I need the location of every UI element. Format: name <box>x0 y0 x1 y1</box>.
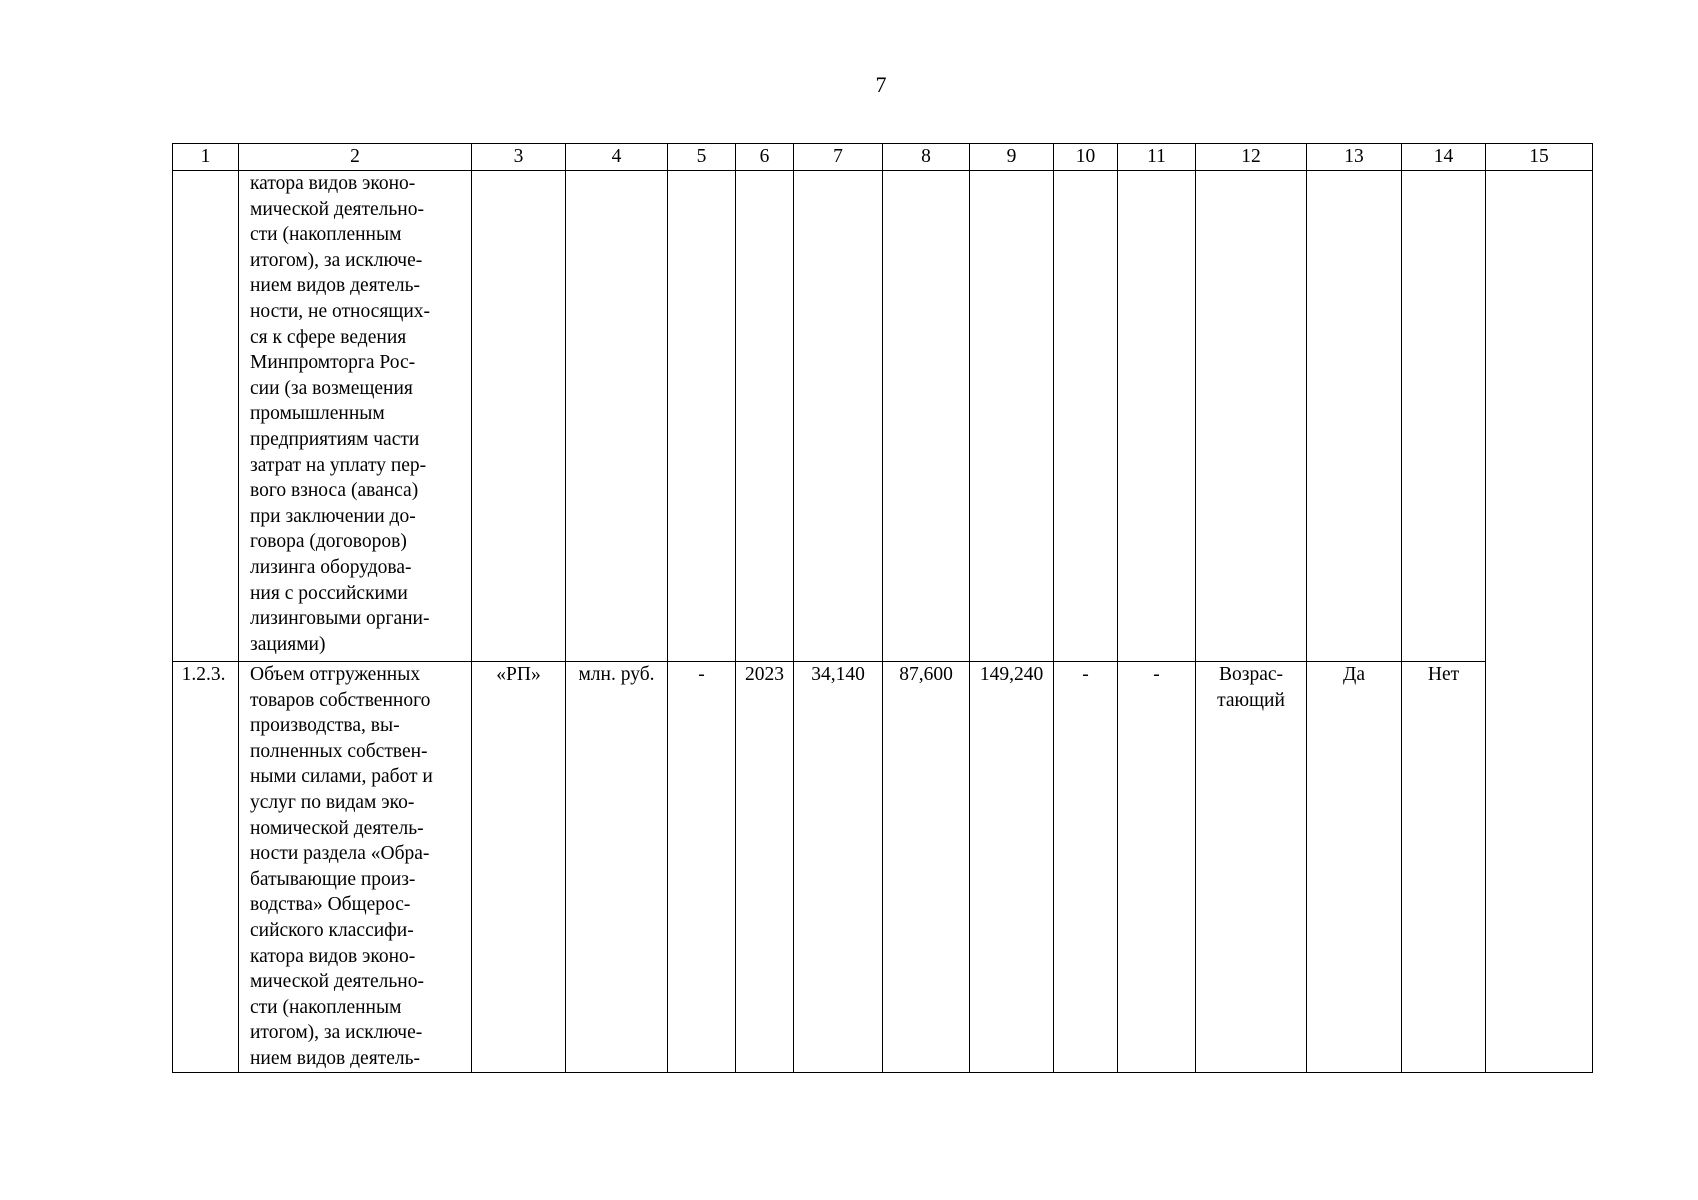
row2-year: 2023 <box>736 662 794 1073</box>
column-number-row <box>173 144 1593 171</box>
row2-col5: - <box>668 662 736 1073</box>
row1-col10 <box>1054 171 1118 662</box>
row1-description-line: сии (за возмещения <box>250 377 413 399</box>
column-header-6: 6 <box>736 144 794 171</box>
column-header-1: 1 <box>173 144 239 171</box>
column-header-14: 14 <box>1402 144 1486 171</box>
row2-description-line: батывающие произ- <box>250 868 416 890</box>
row2-trend <box>1196 662 1307 1073</box>
row2-description-line: нием видов деятель- <box>250 1047 420 1069</box>
column-header-7: 7 <box>794 144 883 171</box>
row1-description-line: при заключении до- <box>250 505 416 527</box>
row2-trend-line-1: Возрас- <box>1218 664 1283 685</box>
row1-col5 <box>668 171 736 662</box>
row2-col11: - <box>1118 662 1196 1073</box>
row1-description-line: Минпромторга Рос- <box>250 352 416 374</box>
row1-description <box>239 171 472 662</box>
row2-value-8: 87,600 <box>883 662 970 1073</box>
column-header-8: 8 <box>883 144 970 171</box>
row1-col4 <box>566 171 668 662</box>
table-row <box>173 662 1593 1073</box>
row1-col9 <box>970 171 1054 662</box>
row2-description-lines <box>250 662 469 1072</box>
row2-description-line: ности раздела «Обра- <box>250 843 430 865</box>
row2-unit: млн. руб. <box>566 662 668 1073</box>
row1-description-line: лизинговыми органи- <box>250 608 430 630</box>
row1-description-line: лизинга оборудова- <box>250 556 412 578</box>
row1-description-line: сти (накопленным <box>250 224 402 246</box>
row2-col14: Нет <box>1402 662 1486 1073</box>
row2-description-line: полненных собствен- <box>250 740 428 762</box>
row1-description-line: катора видов эконо- <box>250 173 416 194</box>
row2-value-7: 34,140 <box>794 662 883 1073</box>
row2-description-line: сти (накопленным <box>250 996 402 1018</box>
row1-col12 <box>1196 171 1307 662</box>
column-header-10: 10 <box>1054 144 1118 171</box>
column-header-5: 5 <box>668 144 736 171</box>
row2-source: «РП» <box>472 662 566 1073</box>
row1-col3 <box>472 171 566 662</box>
row2-description-line: номической деятель- <box>250 817 424 839</box>
column-header-13: 13 <box>1307 144 1402 171</box>
row1-col1 <box>173 171 239 662</box>
row2-description-line: сийского классифи- <box>250 919 414 941</box>
column-header-11: 11 <box>1118 144 1196 171</box>
row1-description-line: затрат на уплату пер- <box>250 454 427 476</box>
col15-merged-cell <box>1486 171 1593 1073</box>
row2-number: 1.2.3. <box>173 662 239 1073</box>
row1-col11 <box>1118 171 1196 662</box>
row1-description-line: предприятиям части <box>250 428 420 450</box>
row1-description-line: ся к сфере ведения <box>250 326 407 348</box>
row1-description-line: говора (договоров) <box>250 531 407 553</box>
row2-col10: - <box>1054 662 1118 1073</box>
row2-col13: Да <box>1307 662 1402 1073</box>
row1-description-line: итогом), за исключе- <box>250 249 423 271</box>
row1-description-lines <box>250 171 469 657</box>
row1-description-line: промышленным <box>250 403 385 425</box>
row2-description-line: ными силами, работ и <box>250 766 433 788</box>
page-number: 7 <box>875 72 887 97</box>
row2-description-line: водства» Общерос- <box>250 894 411 916</box>
row2-trend-line-2: тающий <box>1217 689 1285 711</box>
row1-col13 <box>1307 171 1402 662</box>
column-header-3: 3 <box>472 144 566 171</box>
row2-description-line: итогом), за исключе- <box>250 1022 423 1044</box>
row1-description-line: зациями) <box>250 633 326 655</box>
row1-description-line: вого взноса (аванса) <box>250 480 419 502</box>
column-header-2: 2 <box>239 144 472 171</box>
row2-description-line: товаров собственного <box>250 689 431 711</box>
row2-description-line: производства, вы- <box>250 715 400 737</box>
row1-description-line: ния с российскими <box>250 582 408 604</box>
row2-description-line: катора видов эконо- <box>250 945 416 967</box>
table-row <box>173 171 1593 662</box>
column-header-12: 12 <box>1196 144 1307 171</box>
row1-col7 <box>794 171 883 662</box>
row2-description-line: Объем отгруженных <box>250 664 421 685</box>
row2-description <box>239 662 472 1073</box>
row1-col6 <box>736 171 794 662</box>
row1-description-line: мической деятельно- <box>250 198 424 220</box>
row1-description-line: нием видов деятель- <box>250 275 420 297</box>
indicators-table <box>172 143 1593 1073</box>
column-header-4: 4 <box>566 144 668 171</box>
row1-col14 <box>1402 171 1486 662</box>
column-header-9: 9 <box>970 144 1054 171</box>
row1-col8 <box>883 171 970 662</box>
row2-description-line: услуг по видам эко- <box>250 791 415 813</box>
row2-description-line: мической деятельно- <box>250 971 424 993</box>
column-header-15: 15 <box>1486 144 1593 171</box>
row2-value-9: 149,240 <box>970 662 1054 1073</box>
row1-description-line: ности, не относящих- <box>250 300 431 322</box>
